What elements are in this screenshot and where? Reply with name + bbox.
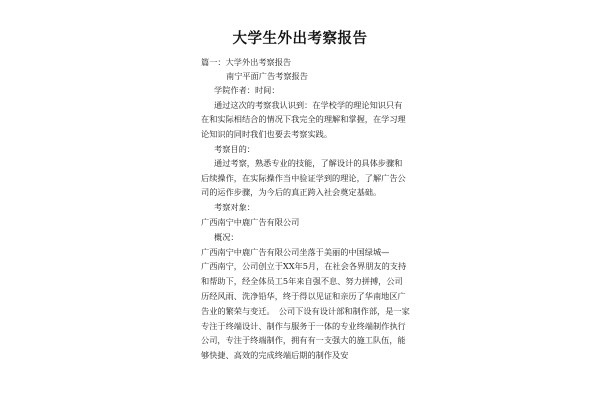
paragraph-line: 历经风雨、洗净铅华，终于得以见证和亲历了华南地区广 bbox=[201, 291, 406, 301]
company-name: 广西南宁中鹿广告有限公司 bbox=[201, 217, 300, 227]
paragraph-line: 在和实际相结合的情况下我完全的理解和掌握，在学习理 bbox=[201, 114, 406, 124]
target-heading: 考察对象： bbox=[214, 202, 255, 212]
paragraph-line: 后续操作，在实际操作当中验证学到的理论，了解广告公 bbox=[201, 173, 406, 183]
paragraph-line: 通过考察，熟悉专业的技能，了解设计的具体步骤和 bbox=[214, 158, 403, 168]
paragraph-line: 公司，专注于终端制作，拥有有一支强大的施工队伍，能 bbox=[201, 335, 406, 345]
paragraph-line: 通过这次的考察我认识到：在学校学的理论知识只有 bbox=[214, 100, 403, 110]
paragraph-line: 广西南宁中鹿广告有限公司坐落于美丽的中国绿城— bbox=[201, 247, 390, 257]
report-subtitle: 南宁平面广告考察报告 bbox=[226, 71, 308, 81]
paragraph-line: 司的运作步骤，为今后的真正跨入社会奠定基础。 bbox=[201, 187, 382, 197]
paragraph-line: 和帮助下，经全体员工5年来自强不息、努力拼搏，公司 bbox=[201, 276, 403, 286]
paragraph-line: 广西南宁，公司创立于XX年5月，在社会各界朋友的支持 bbox=[201, 261, 407, 271]
paragraph-line: 专注于终端设计、制作与服务于一体的专业终端制作执行 bbox=[201, 321, 406, 331]
overview-heading: 概况： bbox=[214, 232, 239, 242]
author-line: 学院作者：时间： bbox=[214, 85, 280, 95]
paragraph-line: 告业的繁荣与变迁。 公司下设有设计部和制作部，是一家 bbox=[201, 306, 410, 316]
paragraph-line: 论知识的同时我们也要去考察实践。 bbox=[201, 129, 333, 139]
purpose-heading: 考察目的： bbox=[214, 144, 255, 154]
document-title: 大学生外出考察报告 bbox=[232, 30, 368, 47]
paragraph-line: 够快捷、高效的完成终端后期的制作及安 bbox=[201, 350, 349, 360]
section-heading: 篇一：大学外出考察报告 bbox=[201, 57, 292, 67]
